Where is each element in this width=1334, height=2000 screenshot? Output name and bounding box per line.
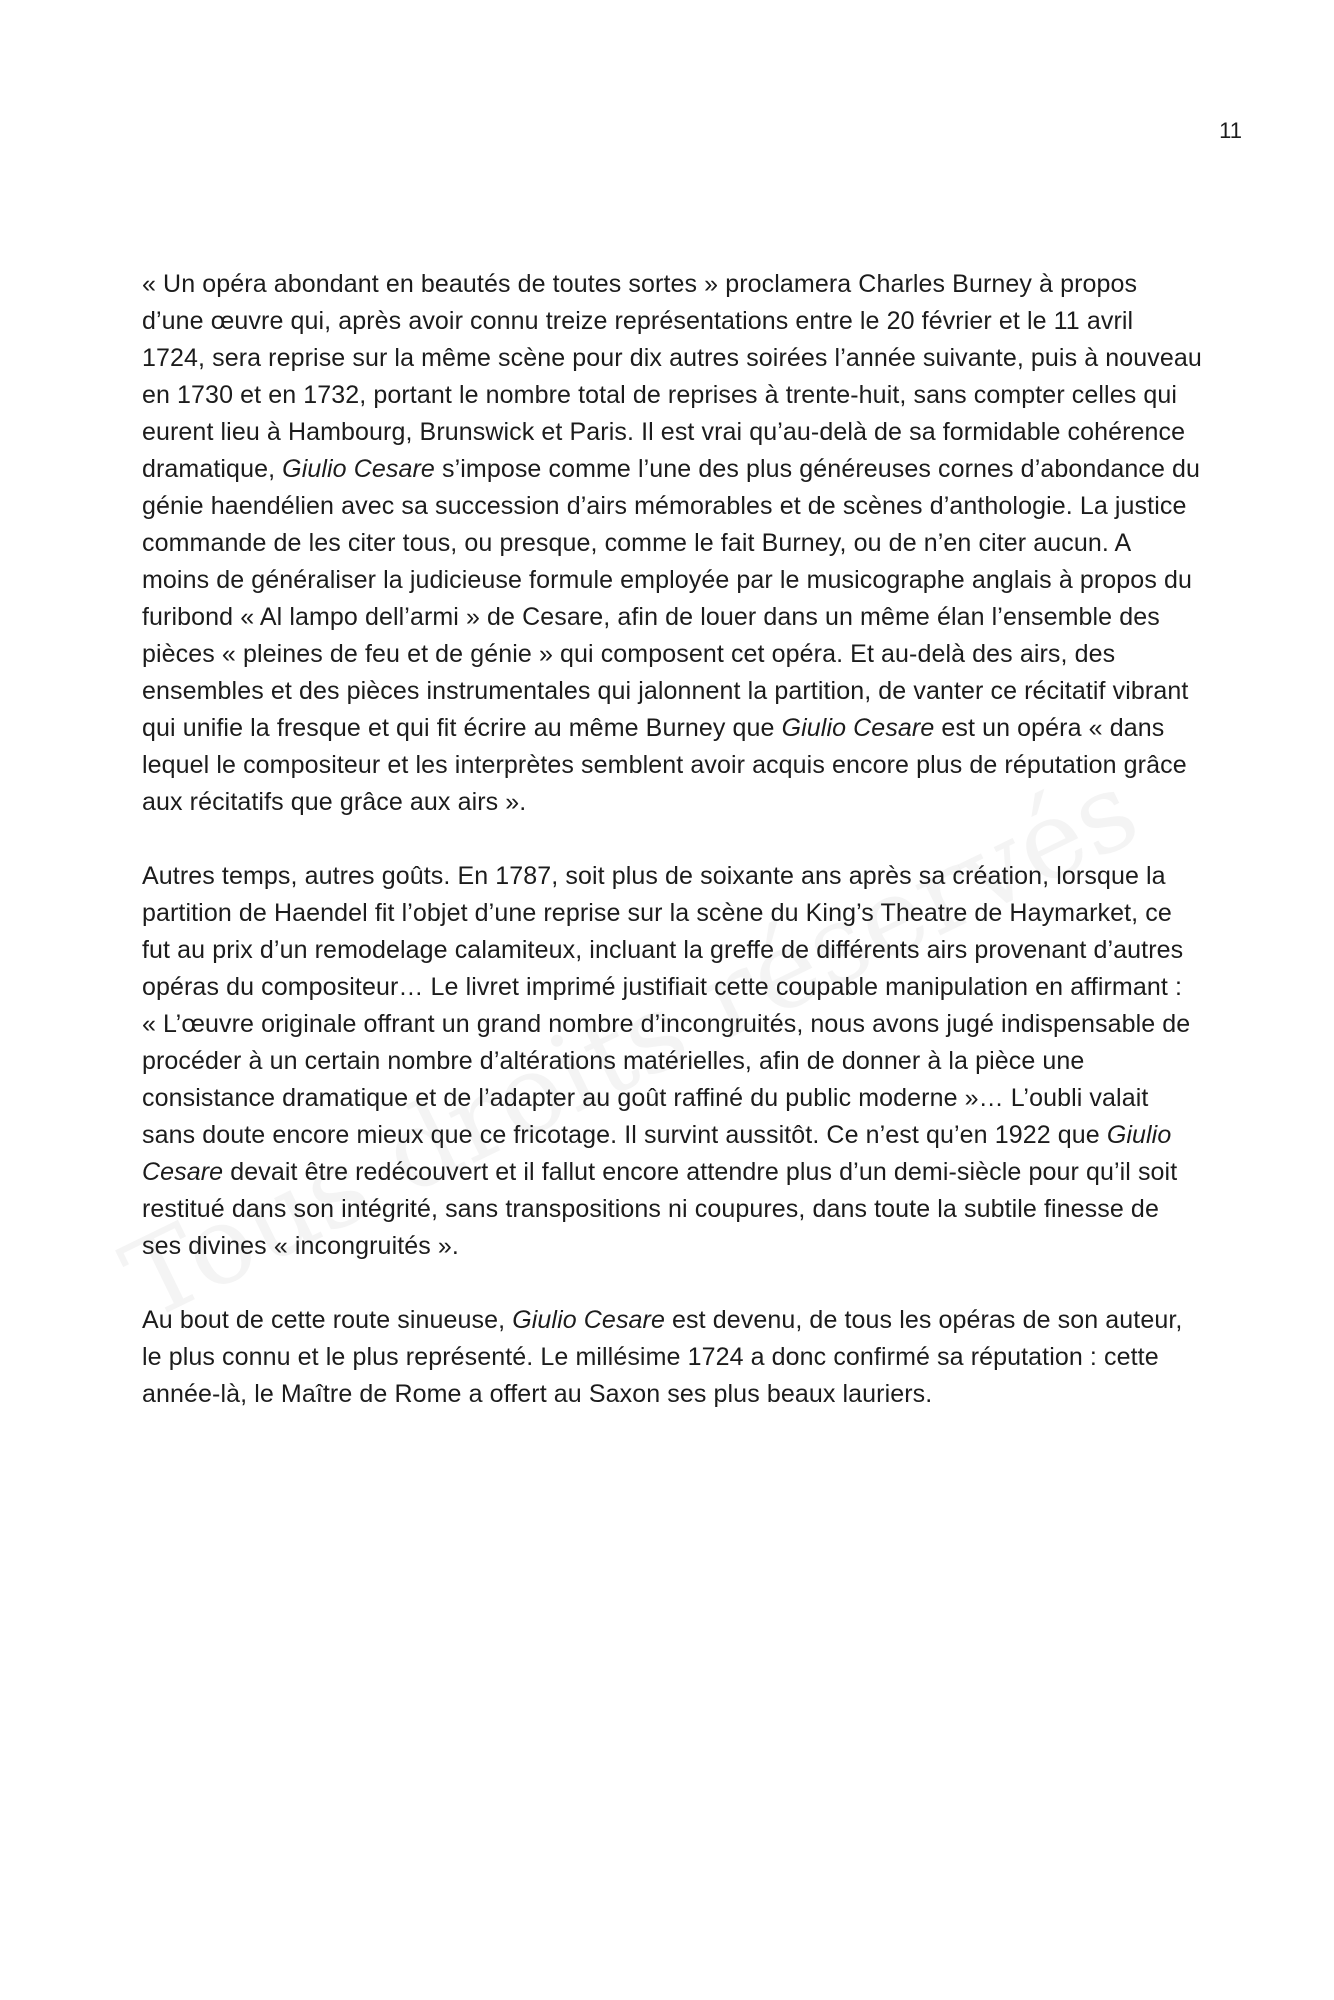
italic-title: Giulio Cesare bbox=[282, 455, 435, 483]
italic-title: Giulio Cesare bbox=[512, 1306, 665, 1334]
paragraph bbox=[142, 1302, 1202, 1413]
text-run: est un opéra « dans lequel le compositeur et les interprètes semblent avoir acquis encore plus de réputation grâce aux récitatifs que grâce aux airs ». bbox=[142, 714, 1187, 816]
text-run: s’impose comme l’une des plus généreuses cornes d’abondance du génie haendélien avec sa succession d’airs mémorables et de scènes d’anthologie. La justice commande de les citer tous, ou presque, comme le fait Burney, ou de n’en citer aucun. A moins de généraliser la judicieuse formule employée par le musicographe anglais à propos du furibond « Al lampo dell’armi » de Cesare, afin de louer dans un même élan l’ensemble des pièces « pleines de feu et de génie » qui composent cet opéra. Et au-delà des airs, des ensembles et des pièces instrumentales qui jalonnent la partition, de vanter ce récitatif vibrant qui unifie la fresque et qui fit écrire au même Burney que bbox=[142, 455, 1201, 742]
paragraph bbox=[142, 858, 1202, 1265]
italic-title: Giulio Cesare bbox=[142, 1121, 1172, 1186]
text-run: est devenu, de tous les opéras de son auteur, le plus connu et le plus représenté. Le millésime 1724 a donc confirmé sa réputation : cette année-là, le Maître de Rome a offert au Saxon ses plus beaux lauriers. bbox=[142, 1306, 1183, 1408]
text-run: Autres temps, autres goûts. En 1787, soit plus de soixante ans après sa création, lorsque la partition de Haendel fit l’objet d’une reprise sur la scène du King’s Theatre de Haymarket, ce fut au prix d’un remodelage calamiteux, incluant la greffe de différents airs provenant d’autres opéras du compositeur… Le livret imprimé justifiait cette coupable manipulation en affirmant : « L’œuvre originale offrant un grand nombre d’incongruités, nous avons jugé indispensable de procéder à un certain nombre d’altérations matérielles, afin de donner à la pièce une consistance dramatique et de l’adapter au goût raffiné du public moderne »… L’oubli valait sans doute encore mieux que ce fricotage. Il survint aussitôt. Ce n’est qu’en 1922 que bbox=[142, 862, 1191, 1149]
text-run: « Un opéra abondant en beautés de toutes sortes » proclamera Charles Burney à propos d’une œuvre qui, après avoir connu treize représentations entre le 20 février et le 11 avril 1724, sera reprise sur la même scène pour dix autres soirées l’année suivante, puis à nouveau en 1730 et en 1732, portant le nombre total de reprises à trente-huit, sans compter celles qui eurent lieu à Hambourg, Brunswick et Paris. Il est vrai qu’au-delà de sa formidable cohérence dramatique, bbox=[142, 270, 1202, 483]
italic-title: Giulio Cesare bbox=[781, 714, 935, 742]
page-number: 11 bbox=[1219, 118, 1242, 143]
body-text bbox=[142, 266, 1202, 1450]
paragraph bbox=[142, 266, 1202, 821]
text-run: Au bout de cette route sinueuse, bbox=[142, 1306, 513, 1334]
text-run: devait être redécouvert et il fallut encore attendre plus d’un demi-siècle pour qu’il soit restitué dans son intégrité, sans transpositions ni coupures, dans toute la subtile finesse de ses divines « incongruités ». bbox=[142, 1158, 1178, 1260]
